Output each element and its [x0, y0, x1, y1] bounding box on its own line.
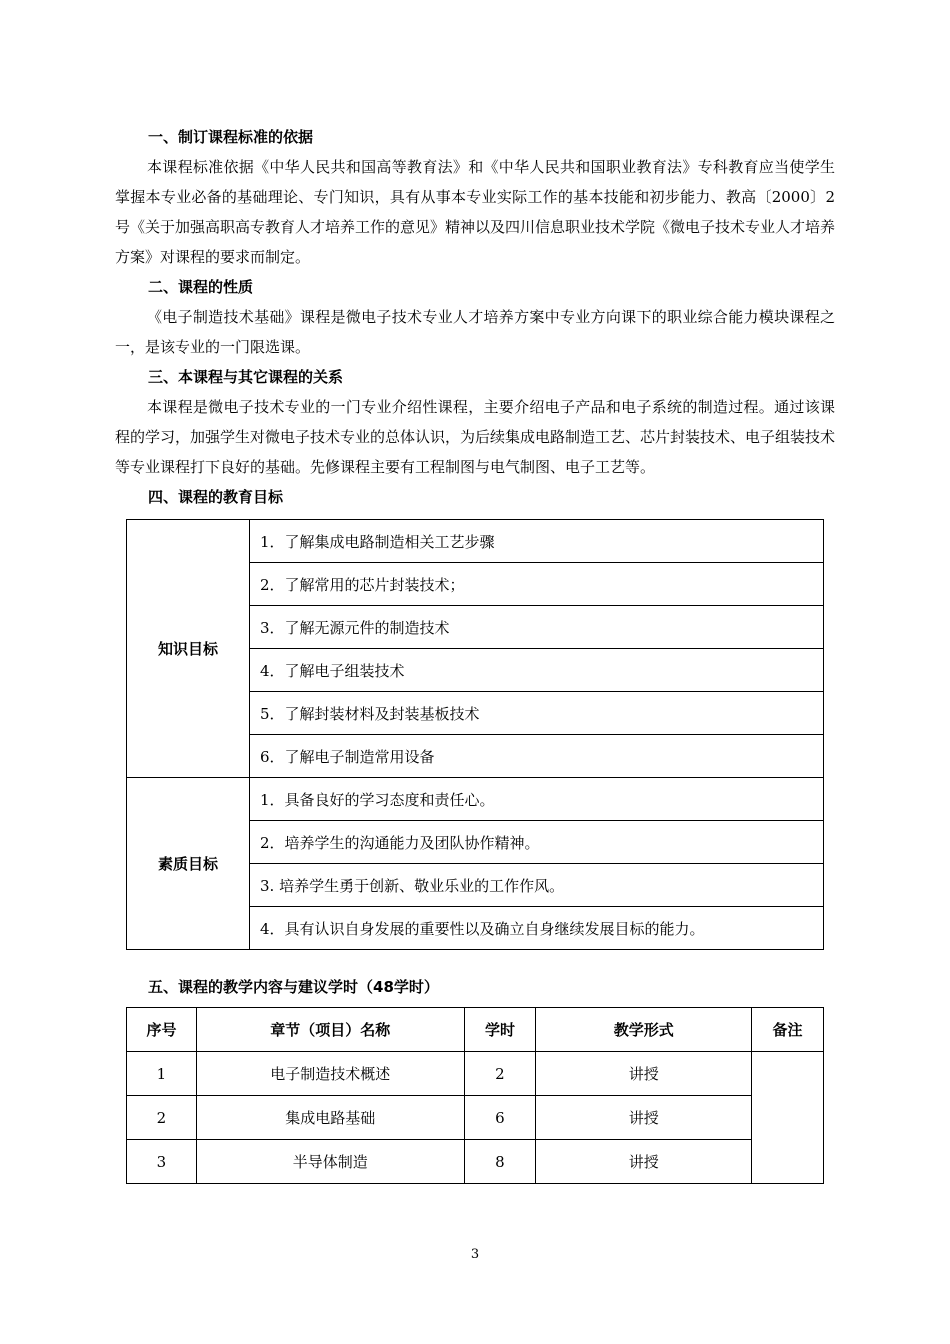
quality-goal-item: 3. 培养学生勇于创新、敬业乐业的工作作风。 — [250, 864, 824, 907]
knowledge-goal-item: 3．了解无源元件的制造技术 — [250, 606, 824, 649]
knowledge-goal-item: 5．了解封装材料及封装基板技术 — [250, 692, 824, 735]
table-row — [127, 778, 824, 821]
column-header-hours: 学时 — [464, 1008, 536, 1052]
column-header-remarks: 备注 — [752, 1008, 824, 1052]
row-hours: 8 — [464, 1140, 536, 1184]
knowledge-goal-item: 6．了解电子制造常用设备 — [250, 735, 824, 778]
row-teaching-form: 讲授 — [536, 1096, 752, 1140]
column-header-form: 教学形式 — [536, 1008, 752, 1052]
quality-goal-item: 4．具有认识自身发展的重要性以及确立自身继续发展目标的能力。 — [250, 907, 824, 950]
education-goals-table — [126, 519, 824, 950]
table-row — [127, 1140, 824, 1184]
section-heading-3: 三、本课程与其它课程的关系 — [148, 368, 344, 386]
row-teaching-form: 讲授 — [536, 1140, 752, 1184]
section-heading-1: 一、制订课程标准的依据 — [148, 128, 314, 146]
page-number: 3 — [470, 1247, 480, 1262]
table-header-row — [127, 1008, 824, 1052]
section-paragraph-2: 《电子制造技术基础》课程是微电子技术专业人才培养方案中专业方向课下的职业综合能力模块课程之一，是该专业的一门限选课。 — [115, 308, 835, 356]
quality-goals-label: 素质目标 — [127, 778, 250, 950]
column-header-number: 序号 — [127, 1008, 197, 1052]
section-heading-4: 四、课程的教育目标 — [148, 488, 284, 506]
knowledge-goal-item: 1．了解集成电路制造相关工艺步骤 — [250, 520, 824, 563]
row-chapter-name: 集成电路基础 — [196, 1096, 464, 1140]
row-hours: 6 — [464, 1096, 536, 1140]
section-paragraph-3: 本课程是微电子技术专业的一门专业介绍性课程，主要介绍电子产品和电子系统的制造过程。通过该课程的学习，加强学生对微电子技术专业的总体认识，为后续集成电路制造工艺、芯片封装技术、电子组装技术等专业课程打下良好的基础。先修课程主要有工程制图与电气制图、电子工艺等。 — [115, 398, 836, 476]
remarks-cell — [752, 1052, 824, 1184]
row-hours: 2 — [464, 1052, 536, 1096]
section-paragraph-1: 本课程标准依据《中华人民共和国高等教育法》和《中华人民共和国职业教育法》专科教育应当使学生掌握本专业必备的基础理论、专门知识，具有从事本专业实际工作的基本技能和初步能力、教高〔2000〕2号《关于加强高职高专教育人才培养工作的意见》精神以及四川信息职业技术学院《微电子技术专业人才培养方案》对课程的要求而制定。 — [115, 158, 836, 266]
row-number: 3 — [127, 1140, 197, 1184]
knowledge-goal-item: 4．了解电子组装技术 — [250, 649, 824, 692]
row-chapter-name: 电子制造技术概述 — [196, 1052, 464, 1096]
row-teaching-form: 讲授 — [536, 1052, 752, 1096]
table-row — [127, 1096, 824, 1140]
knowledge-goals-label: 知识目标 — [127, 520, 250, 778]
teaching-plan-table — [126, 1007, 824, 1184]
quality-goal-item: 2．培养学生的沟通能力及团队协作精神。 — [250, 821, 824, 864]
knowledge-goal-item: 2．了解常用的芯片封装技术； — [250, 563, 824, 606]
table-row — [127, 520, 824, 563]
page-content — [115, 122, 835, 1184]
column-header-chapter: 章节（项目）名称 — [196, 1008, 464, 1052]
section-heading-5: 五、课程的教学内容与建议学时（48学时） — [148, 978, 439, 996]
row-chapter-name: 半导体制造 — [196, 1140, 464, 1184]
quality-goal-item: 1．具备良好的学习态度和责任心。 — [250, 778, 824, 821]
row-number: 2 — [127, 1096, 197, 1140]
table-row — [127, 1052, 824, 1096]
row-number: 1 — [127, 1052, 197, 1096]
section-heading-2: 二、课程的性质 — [148, 278, 254, 296]
